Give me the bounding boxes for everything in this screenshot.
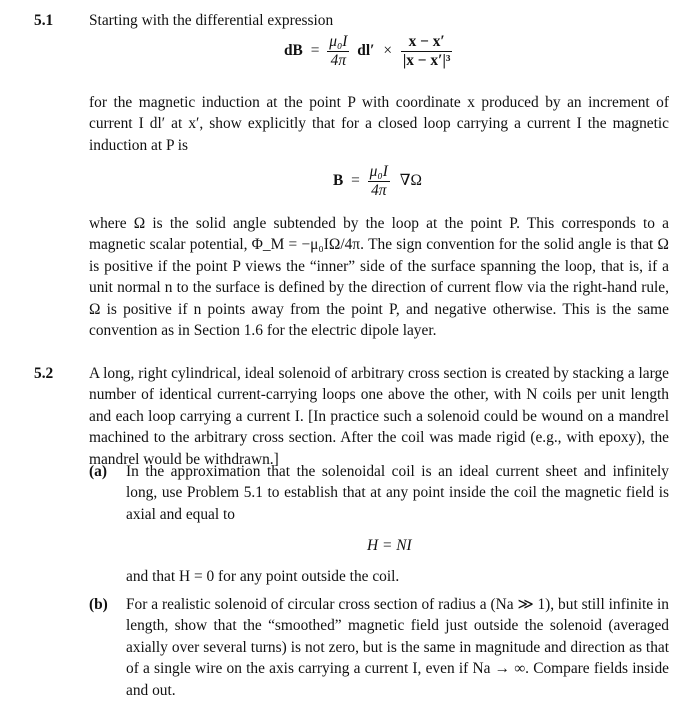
eq1-dl: dl′ bbox=[357, 42, 375, 60]
part-b-label: (b) bbox=[89, 596, 108, 613]
eq1-frac-num: x − x′ bbox=[401, 34, 453, 52]
problem-number-5-1: 5.1 bbox=[34, 12, 54, 29]
eq1-coef-num: μ₀I bbox=[329, 33, 348, 50]
eq1-lhs: dB bbox=[284, 42, 303, 60]
problem-5-1-para2: where Ω is the solid angle subtended by the loop at the point P. This corresponds to a magnetic scalar potential, Φ_M = −μ₀IΩ/4π. The sign convention for the solid angle is that Ω is positive if the point P views the “inner” side of the surface spanning the loop, that is, if a unit normal n to the surface is defined by the direction of current flow via the right-hand rule, Ω is positive if n points away from the point P, and negative otherwise. This is the same convention as in Section 1.6 for the electric dipole layer. bbox=[89, 215, 669, 340]
eq2-coefficient bbox=[368, 164, 390, 199]
part-a-label: (a) bbox=[89, 463, 107, 480]
eq1-fraction bbox=[401, 34, 453, 69]
eq1-coef-den: 4π bbox=[330, 52, 347, 69]
part-a-after: and that H = 0 for any point outside the coil. bbox=[126, 568, 400, 585]
eq2-coef-num: μ₀I bbox=[369, 163, 388, 180]
eq2-rhs: ∇Ω bbox=[399, 172, 422, 190]
eq1-times: × bbox=[383, 42, 393, 60]
eq1-equals: = bbox=[310, 42, 320, 60]
problem-number-5-2: 5.2 bbox=[34, 365, 54, 382]
part-b-text: For a realistic solenoid of circular cross section of radius a (Na ≫ 1), but still infinite in length, show that the “smoothed” magnetic field just outside the solenoid (averaged axially over several turns) is not zero, but is the same in magnitude and direction as that of a single wire on the axis carrying a current I, even if Na → ∞. Compare fields inside and out. bbox=[126, 596, 669, 699]
eq2-coef-den: 4π bbox=[371, 182, 387, 199]
problem-5-1-intro: Starting with the differential expression bbox=[89, 12, 334, 29]
eq1-coefficient bbox=[327, 34, 349, 69]
equation-db bbox=[284, 34, 452, 69]
problem-5-1-para1: for the magnetic induction at the point P with coordinate x produced by an increment of current I dl′ at x′, show explicitly that for a closed loop carrying a current I the magnetic induction at P is bbox=[89, 94, 669, 154]
eq2-equals: = bbox=[351, 172, 360, 190]
problem-5-2-para: A long, right cylindrical, ideal solenoid of arbitrary cross section is created by stacking a large number of identical current-carrying loops one above the other, with N coils per unit length and each loop carrying a current I. [In practice such a solenoid could be wound on a mandrel machined to the arbitrary cross section. After the coil was made rigid (e.g., with epoxy), the mandrel would be withdrawn.] bbox=[89, 365, 669, 468]
part-a-text: In the approximation that the solenoidal coil is an ideal current sheet and infinitely long, use Problem 5.1 to establish that at any point inside the coil the magnetic field is axial and equal to bbox=[126, 463, 669, 523]
eq1-frac-den: |x − x′|³ bbox=[402, 52, 451, 69]
equation-h-ni: H = NI bbox=[367, 537, 412, 554]
equation-b-grad-omega bbox=[333, 164, 422, 199]
eq2-lhs: B bbox=[333, 172, 344, 190]
